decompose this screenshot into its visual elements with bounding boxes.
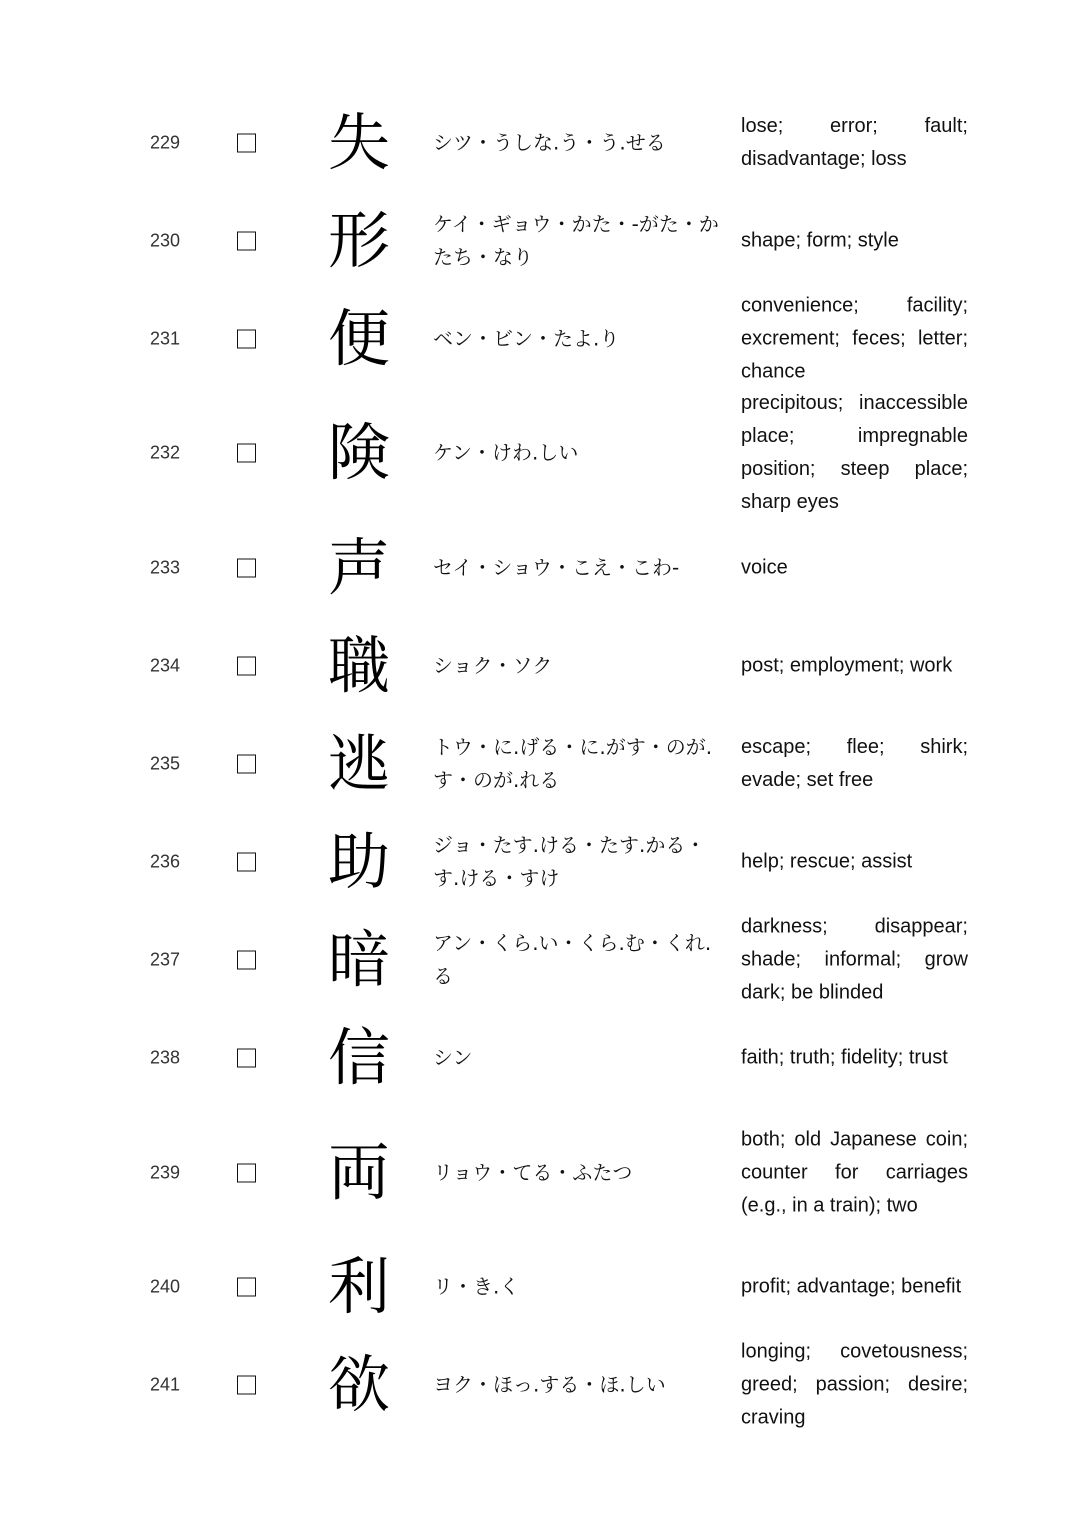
- kanji-meaning: darkness; disappear; shade; informal; grow dark; be blinded: [741, 915, 968, 1004]
- kanji-character: 両: [327, 1136, 390, 1209]
- entry-number: 235: [150, 753, 181, 774]
- kanji-meaning: longing; covetousness; greed; passion; desire; craving: [741, 1340, 968, 1429]
- kanji-reading: シン: [433, 1045, 473, 1070]
- study-checkbox[interactable]: [237, 330, 256, 349]
- kanji-reading: ジョ・たす.ける・たす.かる・す.ける・すけ: [433, 833, 706, 890]
- study-checkbox[interactable]: [237, 657, 256, 676]
- kanji-reading: リョウ・てる・ふたつ: [433, 1160, 633, 1185]
- entry-number: 229: [150, 132, 181, 153]
- kanji-reading: ケン・けわ.しい: [433, 440, 579, 465]
- study-checkbox[interactable]: [237, 853, 256, 872]
- kanji-character: 声: [327, 531, 390, 604]
- kanji-character: 便: [327, 302, 390, 375]
- kanji-meaning: both; old Japanese coin; counter for carriages (e.g., in a train); two: [741, 1128, 968, 1217]
- study-checkbox[interactable]: [237, 232, 256, 251]
- study-checkbox[interactable]: [237, 444, 256, 463]
- study-checkbox[interactable]: [237, 1376, 256, 1395]
- entry-number: 232: [150, 442, 181, 463]
- kanji-character: 助: [327, 825, 390, 898]
- kanji-reading: ヨク・ほっ.する・ほ.しい: [433, 1372, 666, 1397]
- kanji-reading: リ・き.く: [433, 1274, 520, 1299]
- kanji-reading: ケイ・ギョウ・かた・-がた・かたち・なり: [433, 212, 719, 269]
- kanji-reading: セイ・ショウ・こえ・こわ-: [433, 555, 680, 580]
- kanji-reading: アン・くら.い・くら.む・くれ.る: [433, 931, 712, 988]
- kanji-meaning: voice: [741, 556, 788, 579]
- study-checkbox[interactable]: [237, 559, 256, 578]
- kanji-meaning: faith; truth; fidelity; trust: [741, 1046, 948, 1069]
- entry-number: 237: [150, 949, 181, 970]
- kanji-meaning: profit; advantage; benefit: [741, 1275, 962, 1298]
- kanji-character: 職: [327, 629, 390, 702]
- kanji-reading: ベン・ビン・たよ.り: [433, 326, 620, 351]
- entry-number: 230: [150, 230, 181, 251]
- kanji-meaning: convenience; facility; excrement; feces; letter; chance: [741, 294, 968, 383]
- kanji-character: 険: [327, 416, 390, 489]
- kanji-character: 欲: [327, 1348, 390, 1421]
- study-checkbox[interactable]: [237, 1164, 256, 1183]
- study-checkbox[interactable]: [237, 1278, 256, 1297]
- kanji-character: 逃: [327, 727, 390, 800]
- entry-number: 234: [150, 655, 181, 676]
- entry-number: 231: [150, 328, 181, 349]
- entry-number: 238: [150, 1047, 181, 1068]
- study-checkbox[interactable]: [237, 1049, 256, 1068]
- kanji-meaning: post; employment; work: [741, 654, 953, 677]
- kanji-character: 失: [327, 106, 390, 179]
- entry-number: 233: [150, 557, 181, 578]
- entry-number: 236: [150, 851, 181, 872]
- kanji-meaning: help; rescue; assist: [741, 850, 913, 873]
- kanji-character: 形: [327, 204, 390, 277]
- kanji-reading: ショク・ソク: [433, 653, 553, 678]
- study-checkbox[interactable]: [237, 755, 256, 774]
- kanji-character: 利: [327, 1250, 390, 1323]
- kanji-reading: トウ・に.げる・に.がす・のが.す・のが.れる: [433, 735, 713, 792]
- entry-number: 241: [150, 1374, 181, 1395]
- kanji-reading: シツ・うしな.う・う.せる: [433, 130, 666, 155]
- kanji-meaning: shape; form; style: [741, 229, 899, 252]
- kanji-character: 暗: [327, 923, 390, 996]
- kanji-meaning: escape; flee; shirk; evade; set free: [741, 736, 968, 791]
- study-checkbox[interactable]: [237, 951, 256, 970]
- kanji-character: 信: [327, 1021, 390, 1094]
- entry-number: 240: [150, 1276, 181, 1297]
- study-checkbox[interactable]: [237, 134, 256, 153]
- entry-number: 239: [150, 1162, 181, 1183]
- kanji-meaning: lose; error; fault; disadvantage; loss: [741, 115, 968, 170]
- kanji-meaning: precipitous; inaccessible place; impregnable position; steep place; sharp eyes: [741, 392, 968, 513]
